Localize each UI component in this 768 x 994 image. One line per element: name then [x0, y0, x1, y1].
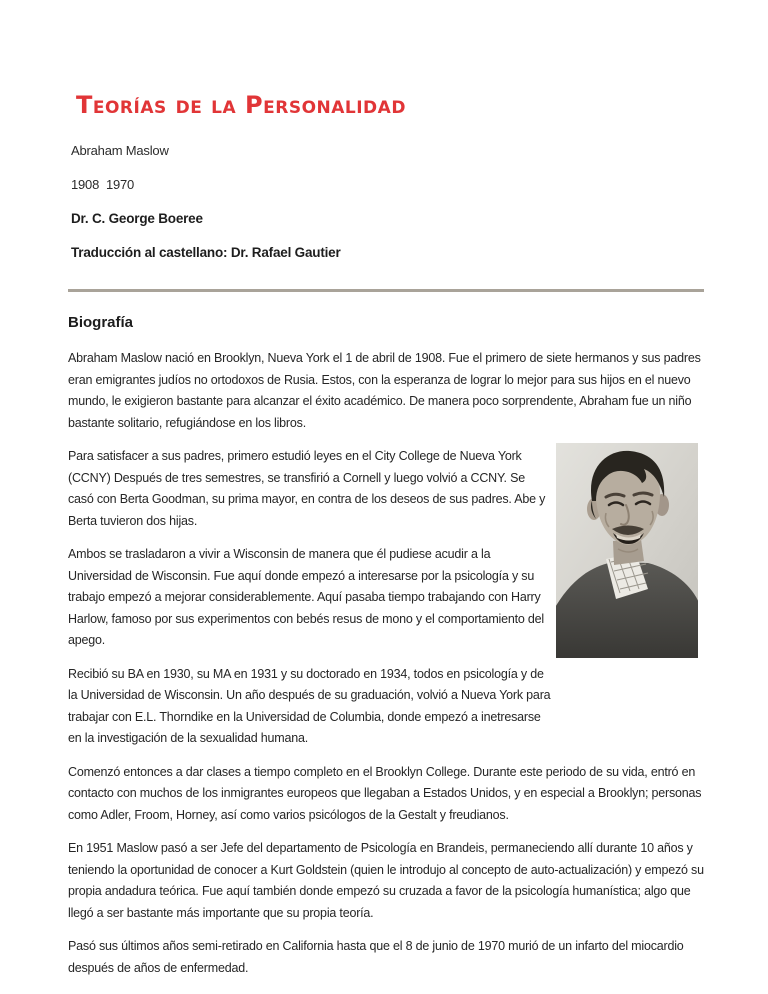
maslow-portrait-photo [556, 443, 698, 658]
biography-paragraph-5: Comenzó entonces a dar clases a tiempo completo en el Brooklyn College. Durante este periodo de su vida, entró en contacto con muchos de los inmigrantes europeos que llegaban a Estados Unidos, y en especial a Brooklyn; personas como Adler, Froom, Horney, así como varios psicólogos de la Gestalt y freudianos. [68, 764, 702, 822]
biography-paragraph-6: En 1951 Maslow pasó a ser Jefe del departamento de Psicología en Brandeis, permaneciendo allí durante 10 años y teniendo la oportunidad de conocer a Kurt Goldstein (quien le introdujo al concepto de auto-actualización) y empezó su propia andadura teórica. Fue aquí también donde empezó su cruzada a favor de la psicología humanística; algo que llegó a ser bastante más importante que su propia teoría. [68, 841, 704, 920]
author-name: Dr. C. George Boeree [71, 211, 203, 226]
biography-paragraph-7: Pasó sus últimos años semi-retirado en California hasta que el 8 de junio de 1970 murió de un infarto del miocardio después de años de enfermedad. [68, 939, 684, 975]
biography-heading: Biografía [68, 314, 134, 331]
text-column-beside-photo [68, 446, 552, 750]
page-title: Teorías de la Personalidad [76, 91, 406, 119]
section-divider [68, 289, 704, 292]
biography-paragraph-1: Abraham Maslow nació en Brooklyn, Nueva York el 1 de abril de 1908. Fue el primero de siete hermanos y sus padres eran emigrantes judíos no ortodoxos de Rusia. Estos, con la esperanza de lograr lo mejor para sus hijos en el nuevo mundo, le exigieron bastante para alcanzar el éxito académico. De manera poco sorprendente, Abraham fue un niño bastante solitario, refugiándose en los libros. [68, 351, 701, 430]
portrait-photo-graphic [556, 443, 698, 658]
biography-paragraph-2: Para satisfacer a sus padres, primero estudió leyes en el City College de Nueva York (CCNY) Después de tres semestres, se transfirió a Cornell y luego volvió a CCNY. Se casó con Berta Goodman, su prima mayor, en contra de los deseos de sus padres. Abe y Berta tuvieron dos hijas. [68, 449, 546, 528]
biography-paragraph-3: Ambos se trasladaron a vivir a Wisconsin de manera que él pudiese acudir a la Universidad de Wisconsin. Fue aquí donde empezó a interesarse por la psicología y su trabajo empezó a mejorar considerablemente. Aquí pasaba tiempo trabajando con Harry Harlow, famoso por sus experimentos con bebés resus de mono y el comportamiento del apego. [68, 547, 545, 647]
biography-paragraph-4: Recibió su BA en 1930, su MA en 1931 y su doctorado en 1934, todos en psicología y de la Universidad de Wisconsin. Un año después de su graduación, volvió a Nueva York para trabajar con E.L. Thorndike en la Universidad de Columbia, donde empezó a inetresarse en la investigación de la sexualidad humana. [68, 666, 551, 745]
subject-name: Abraham Maslow [71, 143, 169, 158]
life-years: 1908 1970 [71, 177, 135, 192]
translator-credit: Traducción al castellano: Dr. Rafael Gautier [71, 245, 341, 260]
